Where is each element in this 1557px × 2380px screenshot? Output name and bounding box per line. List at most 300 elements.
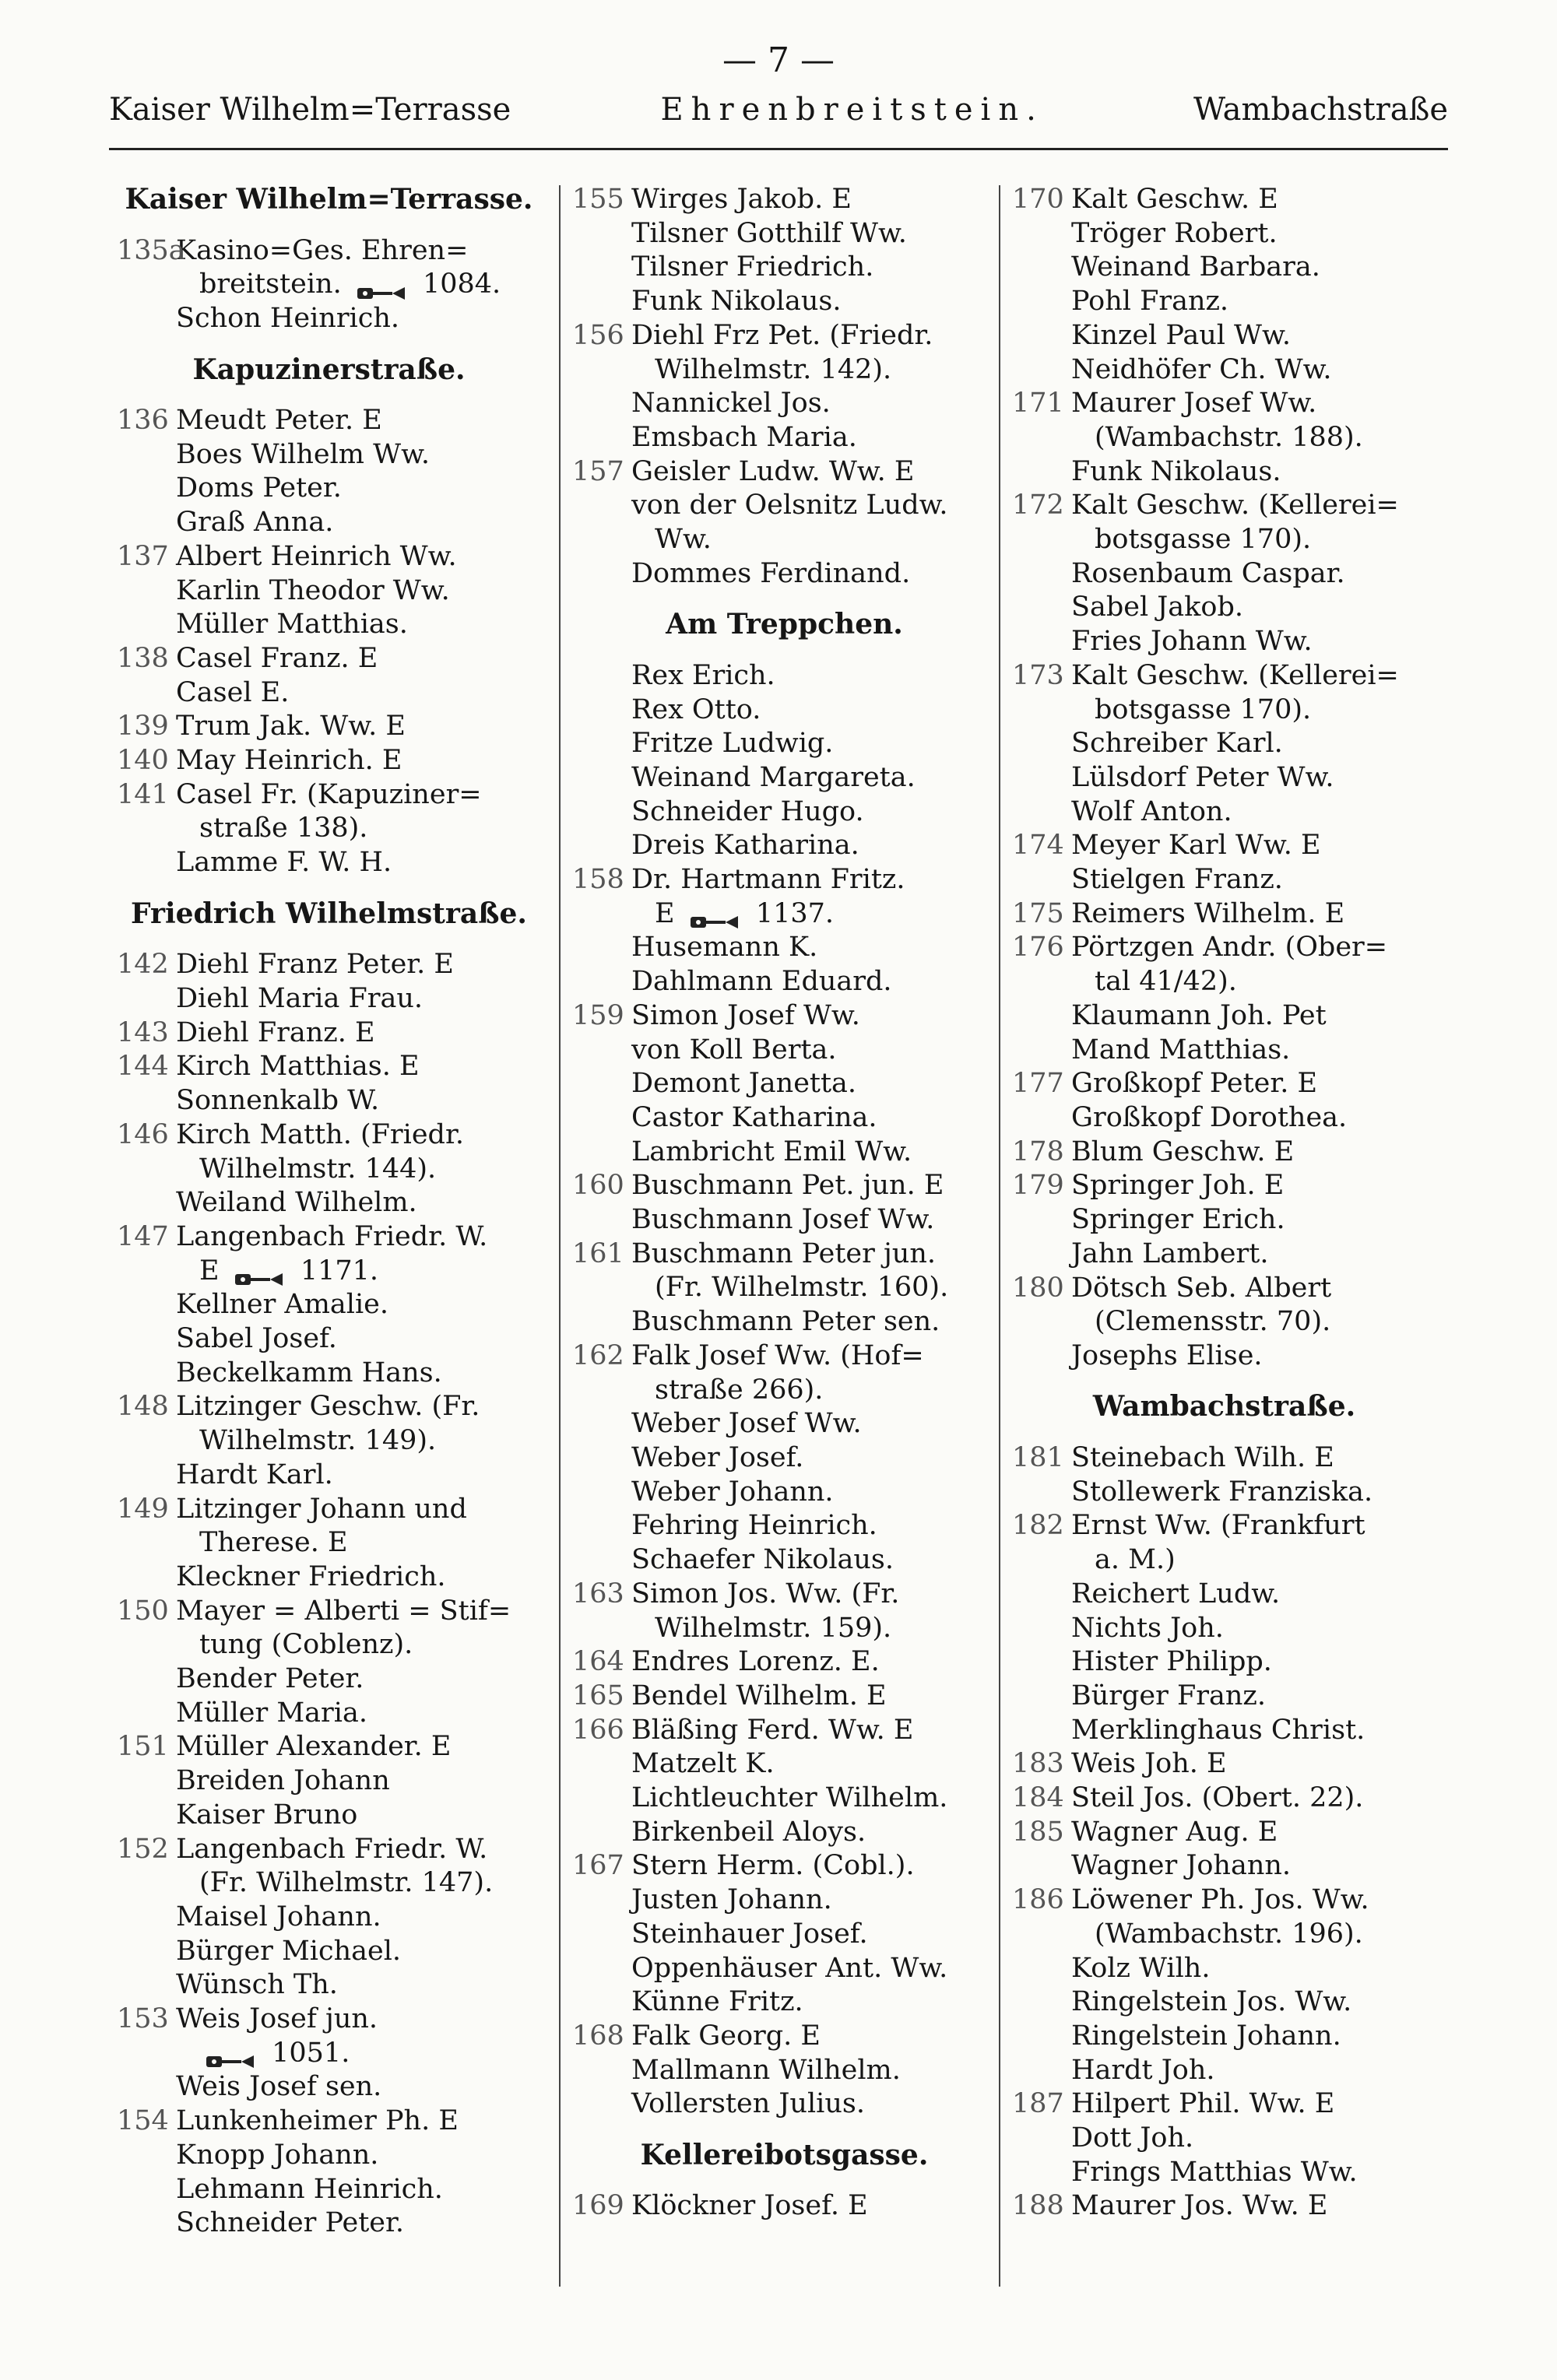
house-number: 184 [1012,1782,1064,1814]
directory-entry [117,540,541,574]
directory-entry [117,404,541,438]
entry-line: Simon Jos. Ww. (Fr. [631,1578,900,1609]
entry-line: Stollewerk Franziska. [1071,1476,1373,1508]
entry-line: Endres Lorenz. E. [631,1646,880,1678]
entry-line: Springer Joh. E [1071,1170,1285,1202]
directory-entry [117,1833,541,1901]
entry-line: von Koll Berta. [631,1034,837,1065]
entry-line [176,268,541,302]
directory-entry [572,1101,996,1136]
house-number: 170 [1012,184,1064,215]
entry-line: Maurer Jos. Ww. E [1071,2190,1328,2222]
directory-entry [1012,2020,1436,2054]
entry-line: Dötsch Seb. Albert [1071,1272,1332,1304]
entry-line: Ringelstein Johann. [1071,2020,1341,2052]
column-divider-1 [559,185,561,2287]
house-number: 185 [1012,1816,1064,1848]
directory-entry [1012,1747,1436,1781]
entry-line: Reimers Wilhelm. E [1071,897,1345,929]
directory-entry [572,489,996,556]
directory-entry [572,1918,996,1952]
column-2 [572,183,996,2224]
house-number: 182 [1012,1510,1064,1542]
entry-text: E [655,897,684,929]
entry-line: Mand Matthias. [1071,1034,1291,1065]
section-heading: Kapuzinerstraße. [192,353,466,386]
directory-entry [117,1730,541,1764]
directory-entry [572,693,996,728]
directory-entry [117,1935,541,1969]
entry-line: Tröger Robert. [1071,217,1278,249]
directory-entry [572,1034,996,1068]
house-number: 183 [1012,1748,1064,1780]
directory-entry [117,1390,541,1458]
directory-entry [572,2087,996,2122]
directory-entry [117,2070,541,2104]
entry-line: Wagner Aug. E [1071,1816,1278,1848]
entry-line: Falk Josef Ww. (Hof= [631,1339,924,1371]
entry-line [176,2037,541,2071]
entry-line: tal 41/42). [1095,966,1237,998]
entry-line: Fehring Heinrich. [631,1510,877,1542]
entry-line: Müller Matthias. [176,609,408,641]
section-heading: Wambachstraße. [1092,1390,1356,1423]
directory-entry [117,1357,541,1391]
entry-line: Oppenhäuser Ant. Ww. [631,1952,948,1984]
house-number: 164 [572,1646,624,1678]
entry-line: Casel E. [176,676,290,708]
entry-line: Diehl Frz Pet. (Friedr. [631,319,933,351]
directory-entry [117,642,541,676]
house-number: 136 [117,405,169,437]
directory-entry [1012,1645,1436,1680]
directory-entry [1012,1952,1436,1986]
house-number: 169 [572,2190,624,2222]
directory-entry [1012,2189,1436,2224]
section-heading: Friedrich Wilhelmstraße. [131,897,527,930]
entry-line: Bendel Wilhelm. E [631,1680,887,1711]
telephone-icon [690,906,741,923]
entry-line: Diehl Franz. E [176,1016,375,1048]
house-number: 176 [1012,932,1064,964]
directory-entry [572,795,996,830]
entry-line: Litzinger Johann und [176,1493,467,1525]
entry-line: Lambricht Emil Ww. [631,1136,912,1167]
entry-line: Demont Janetta. [631,1068,857,1100]
house-number: 147 [117,1220,169,1252]
entry-line: Vollersten Julius. [631,2088,865,2120]
directory-entry [1012,1067,1436,1101]
directory-entry [1012,1612,1436,1646]
directory-entry [1012,1578,1436,1612]
directory-entry [1012,761,1436,795]
directory-entry [572,1407,996,1441]
entry-line: Sabel Josef. [176,1323,337,1355]
entry-line: Reichert Ludw. [1071,1578,1281,1609]
directory-entry [1012,897,1436,932]
header-rule [109,148,1448,150]
directory-entry [1012,2156,1436,2190]
house-number: 155 [572,184,624,215]
entry-line: Kolz Wilh. [1071,1952,1211,1984]
section-heading: Kaiser Wilhelm=Terrasse. [125,183,533,216]
entry-line: Pörtzgen Andr. (Ober= [1071,932,1388,964]
directory-entry [572,1543,996,1578]
entry-line: Karlin Theodor Ww. [176,574,450,606]
entry-line: Pohl Franz. [1071,286,1229,318]
entry-line: Bürger Michael. [176,1935,402,1967]
entry-line: Hardt Joh. [1071,2054,1215,2086]
entry-line: Dreis Katharina. [631,830,859,862]
entry-line: Kalt Geschw. E [1071,184,1278,215]
entry-line: Dott Joh. [1071,2122,1194,2154]
entry-line: Funk Nikolaus. [1071,455,1281,487]
entry-line: Lunkenheimer Ph. E [176,2105,459,2137]
entry-line: Trum Jak. Ww. E [176,711,406,742]
entry-line: straße 266). [655,1374,824,1406]
entry-line: (Fr. Wilhelmstr. 147). [199,1867,494,1899]
directory-entry [117,472,541,506]
house-number: 163 [572,1578,624,1609]
directory-entry [117,438,541,472]
directory-entry [1012,455,1436,490]
entry-line: Therese. E [199,1527,348,1559]
house-number: 165 [572,1680,624,1711]
entry-line: Dommes Ferdinand. [631,557,911,589]
entry-line: Springer Erich. [1071,1204,1285,1236]
entry-line: Rex Otto. [631,693,761,725]
directory-entry [1012,1272,1436,1339]
directory-entry [117,1322,541,1357]
directory-entry [572,1169,996,1203]
house-number: 137 [117,540,169,572]
telephone-icon [206,2045,257,2062]
directory-entry [572,1985,996,2020]
house-number: 171 [1012,388,1064,419]
directory-entry [572,1203,996,1237]
directory-entry [117,1050,541,1084]
header-right: Wambachstraße [1193,92,1448,128]
directory-entry [117,574,541,609]
entry-line: Weinand Barbara. [1071,251,1320,283]
house-number: 162 [572,1339,624,1371]
entry-line: Weiland Wilhelm. [176,1187,417,1219]
entry-line: Steinebach Wilh. E [1071,1442,1334,1473]
house-number: 175 [1012,897,1064,929]
entry-line: Breiden Johann [176,1765,390,1797]
directory-entry [572,2189,996,2224]
directory-entry [117,744,541,778]
directory-entry [1012,999,1436,1034]
entry-line: Hilpert Phil. Ww. E [1071,2088,1335,2120]
entry-line: Birkenbeil Aloys. [631,1816,866,1848]
entry-line: straße 138). [199,813,368,844]
entry-line: Tilsner Friedrich. [631,251,874,283]
entry-line: Schneider Hugo. [631,795,864,827]
entry-line: Husemann K. [631,932,818,964]
directory-entry [572,1067,996,1101]
entry-line: Buschmann Peter jun. [631,1237,937,1269]
directory-entry [117,778,541,846]
directory-entry [1012,183,1436,217]
directory-entry [572,1645,996,1680]
entry-line: Merklinghaus Christ. [1071,1714,1365,1746]
entry-line: botsgasse 170). [1095,524,1312,556]
directory-entry [572,1816,996,1850]
entry-line: Kellner Amalie. [176,1289,388,1321]
directory-entry [117,2003,541,2070]
directory-entry [117,1118,541,1186]
directory-entry [117,676,541,711]
entry-line: Kirch Matth. (Friedr. [176,1118,464,1150]
entry-line: Hister Philipp. [1071,1646,1272,1678]
directory-entry [1012,931,1436,999]
entry-line: Mallmann Wilhelm. [631,2054,901,2086]
entry-line: Simon Josef Ww. [631,999,860,1031]
entry-line: Buschmann Pet. jun. E [631,1170,944,1202]
house-number: 146 [117,1118,169,1150]
entry-line: Neidhöfer Ch. Ww. [1071,353,1332,385]
entry-line: Matzelt K. [631,1748,775,1780]
entry-line: Lehmann Heinrich. [176,2173,443,2205]
entry-line: Emsbach Maria. [631,421,857,453]
entry-line: Dahlmann Eduard. [631,966,892,998]
column-1 [117,183,541,2241]
entry-line: Fritze Ludwig. [631,728,834,760]
entry-line: Weis Josef sen. [176,2071,382,2103]
header-center: Ehrenbreitstein. [660,92,1044,128]
entry-line: Wagner Johann. [1071,1850,1292,1882]
house-number: 181 [1012,1442,1064,1473]
entry-line: Weber Josef Ww. [631,1408,862,1440]
directory-entry [572,1476,996,1510]
house-number: 141 [117,778,169,810]
directory-entry [1012,1714,1436,1748]
directory-entry [572,727,996,761]
directory-entry [572,659,996,693]
entry-line: Ernst Ww. (Frankfurt [1071,1510,1365,1542]
entry-line: Beckelkamm Hans. [176,1357,442,1388]
entry-line: von der Oelsnitz Ludw. [631,490,948,521]
entry-line: Wolf Anton. [1071,795,1232,827]
house-number: 139 [117,711,169,742]
directory-entry [1012,353,1436,388]
directory-entry [117,1764,541,1799]
phone-number: 1171. [291,1255,379,1287]
entry-line: Bläßing Ferd. Ww. E [631,1714,914,1746]
house-number: 138 [117,642,169,674]
directory-entry [572,1509,996,1543]
house-number: 158 [572,864,624,896]
entry-line: Wilhelmstr. 149). [199,1425,437,1457]
directory-entry [1012,557,1436,591]
house-number: 153 [117,2003,169,2035]
entry-line: Bender Peter. [176,1663,364,1695]
house-number: 160 [572,1170,624,1202]
directory-entry [572,557,996,591]
entry-line: Langenbach Friedr. W. [176,1833,488,1865]
entry-line: Künne Fritz. [631,1986,803,2018]
directory-entry [117,302,541,336]
directory-entry [117,1697,541,1731]
entry-line: Bürger Franz. [1071,1680,1266,1711]
directory-entry [572,1747,996,1781]
entry-line: Diehl Franz Peter. E [176,949,454,981]
entry-line: Funk Nikolaus. [631,286,842,318]
entry-text: breitstein. [199,269,350,300]
directory-entry [1012,1509,1436,1577]
phone-number: 1084. [413,269,501,300]
house-number: 179 [1012,1170,1064,1202]
entry-line: Buschmann Josef Ww. [631,1204,935,1236]
house-number: 152 [117,1833,169,1865]
entry-line: Steinhauer Josef. [631,1918,868,1950]
entry-line: Müller Alexander. E [176,1731,452,1763]
entry-line: Schaefer Nikolaus. [631,1544,894,1576]
directory-entry [572,1680,996,1714]
entry-line: Falk Georg. E [631,2020,821,2052]
entry-line: Nannickel Jos. [631,388,831,419]
entry-line: Meyer Karl Ww. E [1071,830,1321,862]
directory-entry [117,846,541,880]
entry-text: E [199,1255,228,1287]
entry-line: Casel Fr. (Kapuziner= [176,778,482,810]
directory-entry [1012,1034,1436,1068]
directory-entry [1012,217,1436,251]
entry-line: Kasino=Ges. Ehren= [176,234,469,266]
entry-line: Ringelstein Jos. Ww. [1071,1986,1352,2018]
house-number: 142 [117,949,169,981]
entry-line: Doms Peter. [176,472,342,504]
entry-line: Klaumann Joh. Pet [1071,999,1327,1031]
directory-entry [1012,1816,1436,1850]
directory-entry [117,1459,541,1493]
directory-entry [1012,727,1436,761]
directory-entry [572,1237,996,1305]
house-number: 159 [572,999,624,1031]
entry-line [631,897,996,932]
entry-line: Maisel Johann. [176,1901,381,1932]
directory-entry [1012,319,1436,353]
entry-line: Ww. [655,524,712,556]
entry-line: Graß Anna. [176,507,334,539]
directory-entry [572,455,996,490]
house-number: 166 [572,1714,624,1746]
entry-line: Wünsch Th. [176,1969,338,2001]
directory-entry [117,2173,541,2207]
directory-entry [1012,1476,1436,1510]
house-number: 140 [117,745,169,777]
entry-line: Buschmann Peter sen. [631,1306,940,1338]
directory-entry [117,710,541,744]
directory-entry [117,948,541,982]
entry-line: Jahn Lambert. [1071,1237,1269,1269]
house-number: 135a [117,234,185,266]
entry-line: Kirch Matthias. E [176,1051,420,1083]
house-number: 157 [572,455,624,487]
directory-entry [1012,1883,1436,1951]
entry-line: Sonnenkalb W. [176,1085,380,1117]
directory-entry [117,982,541,1016]
section-heading: Am Treppchen. [666,608,903,641]
directory-entry [117,1220,541,1288]
entry-line: Frings Matthias Ww. [1071,2156,1358,2188]
entry-line: Stern Herm. (Cobl.). [631,1850,915,1882]
house-number: 187 [1012,2088,1064,2120]
directory-entry [572,2054,996,2088]
directory-entry [572,1305,996,1339]
house-number: 174 [1012,830,1064,862]
entry-line: Rex Erich. [631,659,775,691]
house-number: 177 [1012,1068,1064,1100]
entry-line: (Wambachstr. 196). [1095,1918,1363,1950]
directory-entry [117,234,541,302]
directory-entry [117,1016,541,1051]
entry-line: Nichts Joh. [1071,1612,1224,1644]
entry-line: Blum Geschw. E [1071,1136,1295,1167]
directory-entry [572,183,996,217]
house-number: 149 [117,1493,169,1525]
page-number: — 7 — [722,40,835,80]
entry-line: Schneider Peter. [176,2207,405,2239]
directory-entry [1012,1339,1436,1374]
entry-line: (Wambachstr. 188). [1095,421,1363,453]
entry-line: Kleckner Friedrich. [176,1560,446,1592]
entry-line: Sabel Jakob. [1071,591,1243,623]
directory-entry [117,1084,541,1118]
entry-line: Boes Wilhelm Ww. [176,438,431,470]
entry-line: Weber Johann. [631,1476,834,1508]
directory-entry [1012,2122,1436,2156]
entry-line: a. M.) [1095,1544,1176,1576]
column-3 [1012,183,1436,2224]
entry-line: Maurer Josef Ww. [1071,388,1317,419]
directory-entry [1012,2054,1436,2088]
directory-entry [1012,1781,1436,1816]
house-number: 168 [572,2020,624,2052]
house-number: 180 [1012,1272,1064,1304]
house-number: 144 [117,1051,169,1083]
entry-line: Kinzel Paul Ww. [1071,319,1291,351]
directory-entry [572,387,996,421]
entry-line: Müller Maria. [176,1697,367,1729]
entry-line: Wilhelmstr. 159). [655,1612,892,1644]
directory-entry [572,1883,996,1918]
directory-entry [572,2020,996,2054]
directory-entry [572,965,996,999]
directory-entry [1012,1169,1436,1203]
directory-entry [1012,1985,1436,2020]
directory-entry [117,2139,541,2173]
entry-line: Wilhelmstr. 144). [199,1153,437,1185]
entry-line: Klöckner Josef. E [631,2190,868,2222]
directory-entry [572,251,996,285]
directory-entry [1012,1101,1436,1136]
house-number: 188 [1012,2190,1064,2222]
entry-line: (Clemensstr. 70). [1095,1306,1331,1338]
phone-number: 1051. [263,2037,350,2069]
entry-line: May Heinrich. E [176,745,402,777]
directory-entry [1012,1680,1436,1714]
directory-entry [572,1339,996,1407]
directory-entry [1012,285,1436,319]
entry-line: Kaiser Bruno [176,1799,358,1831]
telephone-icon [234,1263,286,1280]
house-number: 150 [117,1595,169,1627]
directory-entry [1012,795,1436,830]
entry-line: Rosenbaum Caspar. [1071,557,1345,589]
house-number: 143 [117,1016,169,1048]
